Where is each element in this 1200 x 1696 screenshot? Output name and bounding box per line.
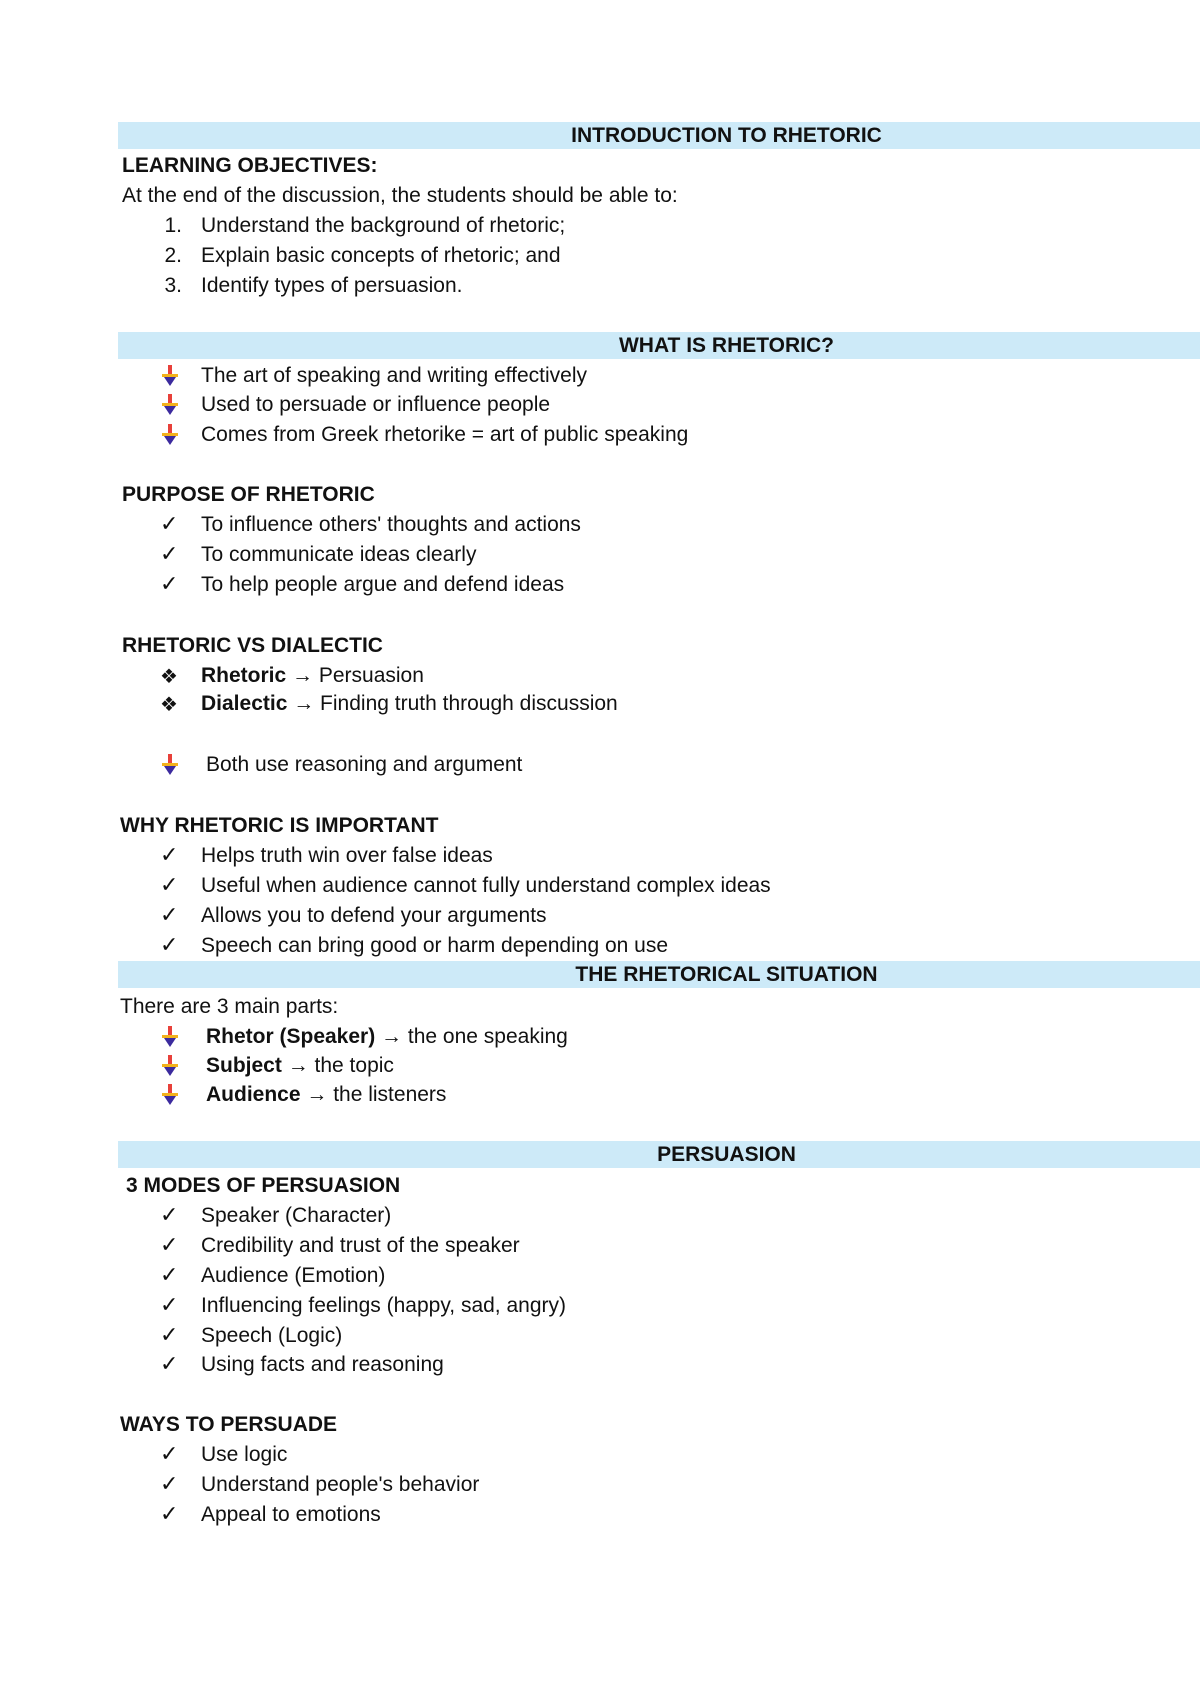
check-icon: ✓ [160, 903, 179, 928]
list-item [0, 541, 1200, 569]
term-description: → Persuasion [286, 664, 424, 687]
term-description: → the topic [281, 1054, 394, 1077]
down-arrow-bullet-icon [161, 364, 179, 388]
list-item-text: Credibility and trust of the speaker [201, 1234, 520, 1257]
list-item [0, 751, 1200, 779]
list-item [0, 212, 1200, 240]
list-item [0, 1202, 1200, 1230]
list-item [0, 1322, 1200, 1350]
list-item [0, 1052, 1200, 1080]
list-item-text: Explain basic concepts of rhetoric; and [201, 244, 561, 267]
down-arrow-bullet-icon [161, 1025, 179, 1049]
check-icon: ✓ [160, 542, 179, 567]
situation-intro: There are 3 main parts: [120, 995, 339, 1018]
check-icon: ✓ [160, 1323, 179, 1348]
four-diamond-bullet-icon: ❖ [160, 692, 178, 716]
list-number: 2. [164, 244, 182, 267]
important-heading: WHY RHETORIC IS IMPORTANT [120, 814, 439, 837]
check-icon: ✓ [160, 512, 179, 537]
list-item-text: Allows you to defend your arguments [201, 904, 547, 927]
section-title-intro: INTRODUCTION TO RHETORIC [571, 124, 882, 147]
list-item-text: To help people argue and defend ideas [201, 573, 565, 596]
list-item [0, 362, 1200, 390]
check-icon: ✓ [160, 1293, 179, 1318]
list-item-text: Both use reasoning and argument [206, 753, 523, 776]
list-number: 1. [164, 214, 182, 237]
purpose-heading: PURPOSE OF RHETORIC [122, 483, 375, 506]
list-item-text: Speech can bring good or harm depending on use [201, 934, 669, 957]
list-item-text: Speaker (Character) [201, 1204, 392, 1227]
list-item-text: Comes from Greek rhetorike = art of public speaking [201, 423, 689, 446]
list-item [0, 1081, 1200, 1109]
list-item [0, 1023, 1200, 1051]
list-item [0, 842, 1200, 870]
list-item [0, 421, 1200, 449]
down-arrow-bullet-icon [161, 423, 179, 447]
check-icon: ✓ [160, 1203, 179, 1228]
check-icon: ✓ [160, 1233, 179, 1258]
list-item [0, 1262, 1200, 1290]
list-item [0, 902, 1200, 930]
check-icon: ✓ [160, 1442, 179, 1467]
section-title-persuasion: PERSUASION [657, 1143, 796, 1166]
term-label: Audience [206, 1083, 301, 1106]
objectives-heading: LEARNING OBJECTIVES: [122, 154, 378, 177]
down-arrow-bullet-icon [161, 1054, 179, 1078]
list-item [0, 242, 1200, 270]
term-label: Dialectic [201, 692, 288, 715]
list-item-text: Understand the background of rhetoric; [201, 214, 566, 237]
objectives-intro: At the end of the discussion, the students should be able to: [122, 184, 678, 207]
check-icon: ✓ [160, 1352, 179, 1377]
list-item [0, 690, 1200, 718]
list-number: 3. [164, 274, 182, 297]
list-item [0, 1351, 1200, 1379]
modes-heading: 3 MODES OF PERSUASION [126, 1174, 401, 1197]
list-item-text: Influencing feelings (happy, sad, angry) [201, 1294, 566, 1317]
check-icon: ✓ [160, 1472, 179, 1497]
down-arrow-bullet-icon [161, 1083, 179, 1107]
list-item-text: Appeal to emotions [201, 1503, 381, 1526]
check-icon: ✓ [160, 572, 179, 597]
list-item-text: Helps truth win over false ideas [201, 844, 493, 867]
list-item-text: Speech (Logic) [201, 1324, 343, 1347]
list-item [0, 1501, 1200, 1529]
list-item [0, 1232, 1200, 1260]
check-icon: ✓ [160, 873, 179, 898]
list-item-text: Used to persuade or influence people [201, 393, 551, 416]
list-item-text: Audience (Emotion) [201, 1264, 386, 1287]
list-item-text: Use logic [201, 1443, 288, 1466]
list-item [0, 872, 1200, 900]
term-label: Rhetoric [201, 664, 287, 687]
term-label: Rhetor (Speaker) [206, 1025, 376, 1048]
list-item-text: Useful when audience cannot fully understand complex ideas [201, 874, 771, 897]
list-item [0, 932, 1200, 960]
term-description: → the one speaking [375, 1025, 568, 1048]
list-item-text: The art of speaking and writing effectively [201, 364, 587, 387]
list-item [0, 571, 1200, 599]
down-arrow-bullet-icon [161, 753, 179, 777]
list-item-text: To communicate ideas clearly [201, 543, 477, 566]
four-diamond-bullet-icon: ❖ [160, 664, 178, 688]
list-item [0, 1441, 1200, 1469]
term-label: Subject [206, 1054, 282, 1077]
list-item-text: Identify types of persuasion. [201, 274, 463, 297]
section-title-situation: THE RHETORICAL SITUATION [575, 963, 878, 986]
list-item [0, 662, 1200, 690]
list-item-text: Using facts and reasoning [201, 1353, 444, 1376]
check-icon: ✓ [160, 933, 179, 958]
list-item [0, 1471, 1200, 1499]
section-title-what: WHAT IS RHETORIC? [618, 334, 835, 357]
check-icon: ✓ [160, 1502, 179, 1527]
list-item [0, 272, 1200, 300]
list-item [0, 511, 1200, 539]
list-item-text: Understand people's behavior [201, 1473, 480, 1496]
list-item [0, 391, 1200, 419]
check-icon: ✓ [160, 1263, 179, 1288]
ways-heading: WAYS TO PERSUADE [120, 1413, 338, 1436]
term-description: → Finding truth through discussion [287, 692, 618, 715]
term-description: → the listeners [300, 1083, 447, 1106]
list-item [0, 1292, 1200, 1320]
list-item-text: To influence others' thoughts and actions [201, 513, 581, 536]
vs-heading: RHETORIC VS DIALECTIC [122, 634, 383, 657]
check-icon: ✓ [160, 843, 179, 868]
down-arrow-bullet-icon [161, 393, 179, 417]
